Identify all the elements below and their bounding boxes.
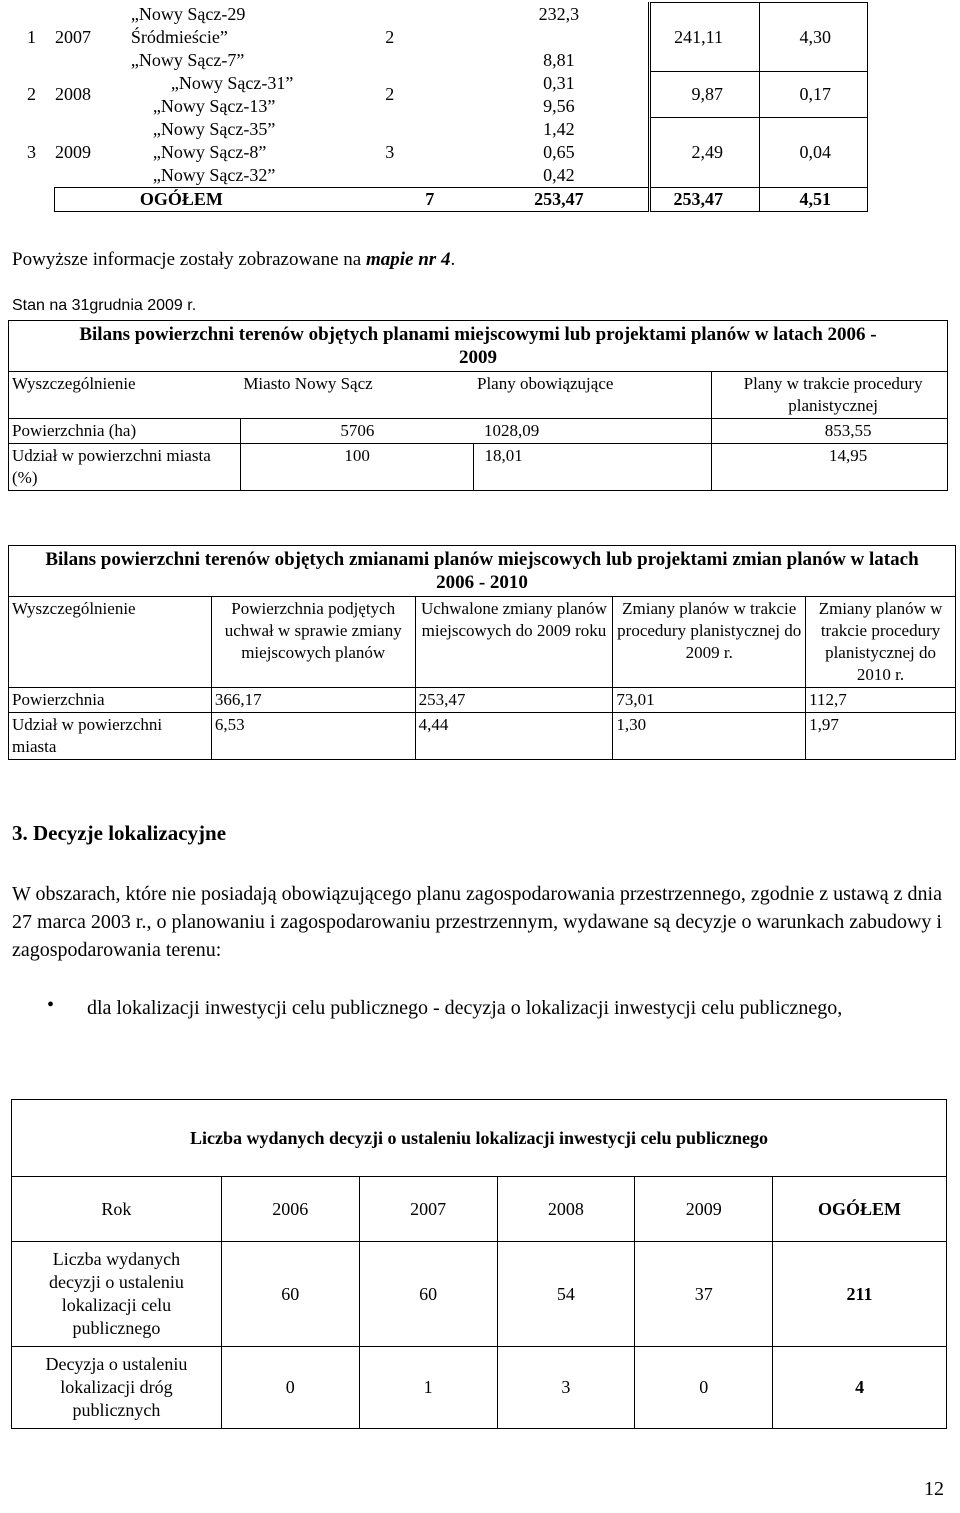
total-area: 253,47 bbox=[470, 187, 650, 211]
total-share: 4,51 bbox=[760, 187, 868, 211]
column-header: Wyszczególnienie bbox=[9, 597, 212, 688]
table-row: Powierzchnia (ha) 5706 1028,09 853,55 bbox=[9, 419, 948, 444]
plan-count: 2 bbox=[385, 84, 395, 104]
plan-names: „Nowy Sącz-35” „Nowy Sącz-8” „Nowy Sącz-32” bbox=[152, 118, 276, 185]
column-header: OGÓŁEM bbox=[773, 1177, 947, 1242]
plan-areas: 0,31 9,56 bbox=[543, 72, 575, 116]
column-header: Rok bbox=[12, 1177, 222, 1242]
column-header: 2009 bbox=[635, 1177, 773, 1242]
plan-total: 9,87 bbox=[650, 72, 760, 118]
plan-share: 4,30 bbox=[760, 3, 868, 72]
table-row: Liczba wydanych decyzji o ustaleniu lokalizacji celu publicznego 60 60 54 37 211 bbox=[12, 1242, 947, 1347]
total-count: 7 bbox=[310, 187, 470, 211]
total-row bbox=[8, 187, 868, 211]
row-number: 1 bbox=[26, 26, 36, 47]
row-label: Udział w powierzchni miasta (%) bbox=[9, 444, 241, 491]
table-title: Bilans powierzchni terenów objętych planami miejscowymi lub projektami planów w latach 2006 - 2009 bbox=[9, 321, 948, 372]
plan-count: 3 bbox=[385, 141, 395, 162]
row-label: Decyzja o ustaleniu lokalizacji dróg publicznych bbox=[12, 1347, 222, 1429]
table-row: Powierzchnia 366,17 253,47 73,01 112,7 bbox=[9, 688, 956, 713]
column-header: Zmiany planów w trakcie procedury planistycznej do 2009 r. bbox=[613, 597, 806, 688]
row-label: Powierzchnia bbox=[9, 688, 212, 713]
table-title: Liczba wydanych decyzji o ustaleniu lokalizacji inwestycji celu publicznego bbox=[12, 1100, 947, 1177]
table-header-row bbox=[9, 372, 948, 419]
plan-names: „Nowy Sącz-31” „Nowy Sącz-13” bbox=[152, 72, 294, 116]
bullet-item: dla lokalizacji inwestycji celu publicznego - decyzja o lokalizacji inwestycji celu publicznego, bbox=[87, 997, 843, 1019]
total-label: OGÓŁEM bbox=[125, 187, 310, 211]
table-row bbox=[8, 118, 868, 188]
plan-total: 241,11 bbox=[650, 3, 760, 72]
table-row bbox=[8, 72, 868, 118]
plan-share: 0,04 bbox=[760, 118, 868, 188]
decisions-paragraph: W obszarach, które nie posiadają obowiązującego planu zagospodarowania przestrzennego, zgodnie z ustawą z dnia 27 marca 2003 r., o planowaniu i zagospodarowaniu przestrzennym, wydawane są decyzje o warunkach zabudowy i zagospodarowania terenu: bbox=[12, 883, 942, 961]
table-row: Udział w powierzchni miasta (%) 100 18,01 14,95 bbox=[9, 444, 948, 491]
row-label: Liczba wydanych decyzji o ustaleniu lokalizacji celu publicznego bbox=[12, 1242, 222, 1347]
plan-areas: 1,42 0,65 0,42 bbox=[543, 118, 575, 185]
plan-areas: 232,3 8,81 bbox=[538, 3, 580, 70]
plan-count: 2 bbox=[385, 26, 395, 47]
decisions-table bbox=[11, 1099, 947, 1429]
row-number: 3 bbox=[26, 141, 36, 162]
plans-balance-table bbox=[8, 320, 948, 491]
column-header: Miasto Nowy Sącz bbox=[240, 372, 474, 419]
plan-total: 2,49 bbox=[650, 118, 760, 188]
table-title: Bilans powierzchni terenów objętych zmianami planów miejscowych lub projektami zmian planów w latach 2006 - 2010 bbox=[9, 546, 956, 597]
map-reference-paragraph: Powyższe informacje zostały zobrazowane na mapie nr 4. bbox=[12, 249, 456, 270]
date-note: Stan na 31grudnia 2009 r. bbox=[12, 297, 197, 314]
plans-table bbox=[8, 2, 868, 212]
table-row: Decyzja o ustaleniu lokalizacji dróg publicznych 0 1 3 0 4 bbox=[12, 1347, 947, 1429]
row-number: 2 bbox=[26, 84, 36, 104]
row-year: 2007 bbox=[54, 26, 91, 47]
column-header: 2006 bbox=[221, 1177, 359, 1242]
table-row: Udział w powierzchni miasta 6,53 4,44 1,30 1,97 bbox=[9, 713, 956, 760]
row-label: Powierzchnia (ha) bbox=[9, 419, 241, 444]
table-header-row bbox=[9, 597, 956, 688]
total-total: 253,47 bbox=[650, 187, 760, 211]
column-header: Uchwalone zmiany planów miejscowych do 2009 roku bbox=[415, 597, 613, 688]
row-year: 2009 bbox=[54, 141, 91, 162]
column-header: Plany obowiązujące bbox=[474, 372, 712, 419]
plan-share: 0,17 bbox=[760, 72, 868, 118]
bullet-icon: • bbox=[47, 994, 55, 1016]
column-header: 2008 bbox=[497, 1177, 635, 1242]
column-header: 2007 bbox=[359, 1177, 497, 1242]
column-header: Plany w trakcie procedury planistycznej bbox=[712, 372, 948, 419]
table-header-row bbox=[12, 1177, 947, 1242]
page-number: 12 bbox=[924, 1478, 944, 1500]
column-header: Powierzchnia podjętych uchwał w sprawie zmiany miejscowych planów bbox=[211, 597, 415, 688]
table-row bbox=[8, 3, 868, 72]
row-label: Udział w powierzchni miasta bbox=[9, 713, 212, 760]
row-total: 4 bbox=[773, 1347, 947, 1429]
column-header: Zmiany planów w trakcie procedury planistycznej do 2010 r. bbox=[806, 597, 956, 688]
section-heading: 3. Decyzje lokalizacyjne bbox=[12, 821, 227, 845]
plan-changes-table bbox=[8, 545, 956, 760]
column-header: Wyszczególnienie bbox=[9, 372, 241, 419]
row-total: 211 bbox=[773, 1242, 947, 1347]
row-year: 2008 bbox=[54, 84, 91, 104]
map-reference: mapie nr 4 bbox=[366, 249, 451, 270]
plan-names: „Nowy Sącz-29 Śródmieście” „Nowy Sącz-7” bbox=[130, 3, 246, 70]
